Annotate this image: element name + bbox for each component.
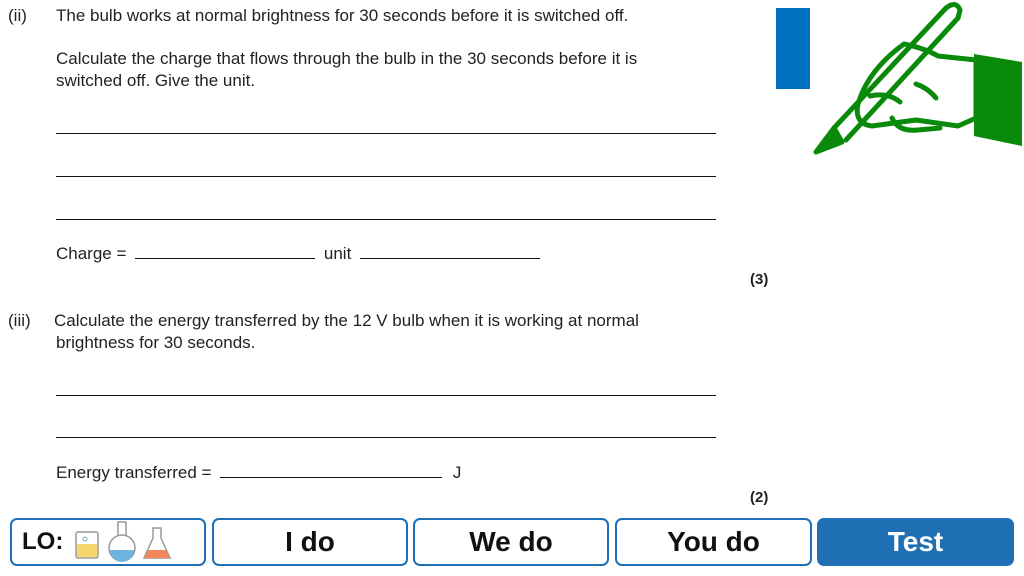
lo-box [10, 518, 206, 566]
conical-flask-icon [142, 526, 172, 562]
charge-blank[interactable] [135, 242, 315, 259]
answer-line [56, 395, 716, 396]
energy-unit: J [452, 463, 462, 482]
question-ii-line3: switched off. Give the unit. [56, 71, 256, 90]
question-iii-line1: Calculate the energy transferred by the 12 V bulb when it is working at normal [54, 311, 639, 330]
question-ii-line1: The bulb works at normal brightness for 30 seconds before it is switched off. [56, 6, 629, 25]
marks-ii: (3) [750, 271, 769, 288]
answer-line [56, 437, 716, 438]
round-flask-icon [106, 520, 138, 564]
accent-bar [776, 8, 810, 89]
question-iii-line2: brightness for 30 seconds. [56, 333, 256, 352]
writing-hand-icon [808, 0, 1024, 160]
nav-you-do[interactable]: You do [615, 518, 812, 566]
question-ii-line2: Calculate the charge that flows through the bulb in the 30 seconds before it is [56, 49, 638, 68]
question-number-iii: (iii) [8, 311, 31, 330]
answer-line [56, 219, 716, 220]
answer-line [56, 176, 716, 177]
nav-i-do[interactable]: I do [212, 518, 408, 566]
energy-label: Energy transferred = [56, 463, 212, 482]
lo-label: LO: [22, 528, 64, 555]
nav-we-do[interactable]: We do [413, 518, 609, 566]
beaker-icon [72, 528, 102, 562]
charge-answer-row [56, 242, 540, 265]
marks-iii: (2) [750, 489, 769, 506]
charge-label: Charge = [56, 244, 127, 263]
unit-label: unit [323, 244, 352, 263]
unit-blank[interactable] [360, 242, 540, 259]
nav-test[interactable]: Test [817, 518, 1014, 566]
energy-blank[interactable] [220, 461, 442, 478]
answer-line [56, 133, 716, 134]
question-number-ii: (ii) [8, 6, 27, 25]
energy-answer-row [56, 461, 461, 484]
